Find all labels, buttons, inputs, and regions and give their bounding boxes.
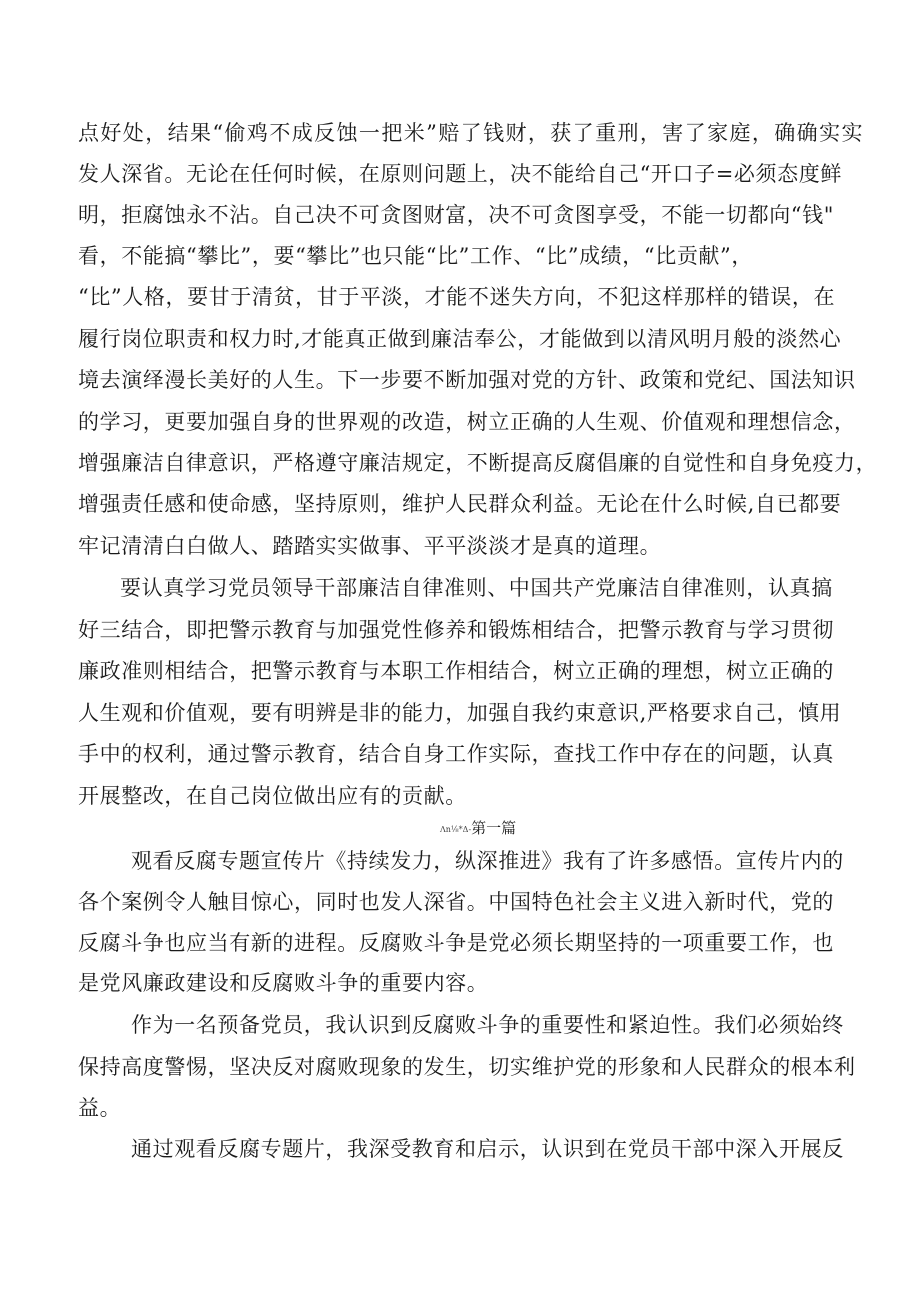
text-line: 看，不能搞“攀比”，要“攀比”也只能“比”工作、“比”成绩，“比贡献”， bbox=[78, 244, 753, 268]
text-line: 点好处，结果“偷鸡不成反蚀一把米”赔了钱财，获了重刑，害了家庭，确确实实 bbox=[78, 121, 864, 145]
text-line: 益。 bbox=[78, 1096, 122, 1120]
text-line: 发人深省。无论在任何时候，在原则问题上，决不能给自己“开口子=必须态度鲜 bbox=[78, 162, 842, 186]
text-line: 作为一名预备党员，我认识到反腐败斗争的重要性和紧迫性。我们必须始终 bbox=[131, 1013, 844, 1037]
text-line: 观看反腐专题宣传片《持续发力，纵深推进》我有了许多感悟。宣传片内的 bbox=[131, 849, 844, 873]
text-line: 境去演绎漫长美好的人生。下一步要不断加强对党的方针、政策和党纪、国法知识 bbox=[78, 368, 856, 392]
text-line: 增强廉洁自律意识，严格遵守廉洁规定，不断提高反腐倡廉的自觉性和自身免疫力， bbox=[78, 451, 878, 475]
heading-prefix: Λn⅛*Δ- bbox=[440, 825, 472, 834]
heading-title: 第一篇 bbox=[471, 819, 517, 837]
text-line: 保持高度警惕，坚决反对腐败现象的发生，切实维护党的形象和人民群众的根本利 bbox=[78, 1055, 856, 1079]
text-line: “比”人格，要甘于清贫，甘于平淡，才能不迷失方向，不犯这样那样的错误，在 bbox=[78, 285, 836, 309]
text-line: 手中的权利，通过警示教育，结合自身工作实际，查找工作中存在的问题，认真 bbox=[78, 742, 834, 766]
text-line: 的学习，更要加强自身的世界观的改造，树立正确的人生观、价值观和理想信念， bbox=[78, 410, 856, 434]
section-heading bbox=[440, 820, 516, 838]
text-line: 牢记清清白白做人、踏踏实实做事、平平淡淡才是真的道理。 bbox=[78, 534, 662, 558]
text-line: 反腐斗争也应当有新的进程。反腐败斗争是党必须长期坚持的一项重要工作，也 bbox=[78, 931, 834, 955]
text-line: 明，拒腐蚀永不沾。自己决不可贪图财富，决不可贪图享受，不能一切都向“钱" bbox=[78, 203, 834, 227]
text-line: 履行岗位职责和权力时,才能真正做到廉洁奉公，才能做到以清风明月般的淡然心 bbox=[78, 327, 842, 351]
text-line: 通过观看反腐专题片，我深受教育和启示，认识到在党员干部中深入开展反 bbox=[131, 1137, 844, 1161]
text-line: 廉政准则相结合，把警示教育与本职工作相结合，树立正确的理想，树立正确的 bbox=[78, 659, 834, 683]
text-line: 增强责任感和使命感，坚持原则，维护人民群众利益。无论在什么时候,自已都要 bbox=[78, 492, 842, 516]
text-line: 人生观和价值观，要有明辨是非的能力，加强自我约束意识,严格要求自己，慎用 bbox=[78, 701, 842, 725]
text-line: 开展整改，在自己岗位做出应有的贡献。 bbox=[78, 784, 467, 808]
text-line: 要认真学习党员领导干部廉洁自律准则、中国共产党廉洁自律准则，认真搞 bbox=[120, 576, 833, 600]
text-line: 各个案例令人触目惊心，同时也发人深省。中国特色社会主义进入新时代，党的 bbox=[78, 890, 834, 914]
text-line: 是党风廉政建设和反腐败斗争的重要内容。 bbox=[78, 971, 489, 995]
text-line: 好三结合，即把警示教育与加强党性修养和锻炼相结合，把警示教育与学习贯彻 bbox=[78, 618, 834, 642]
